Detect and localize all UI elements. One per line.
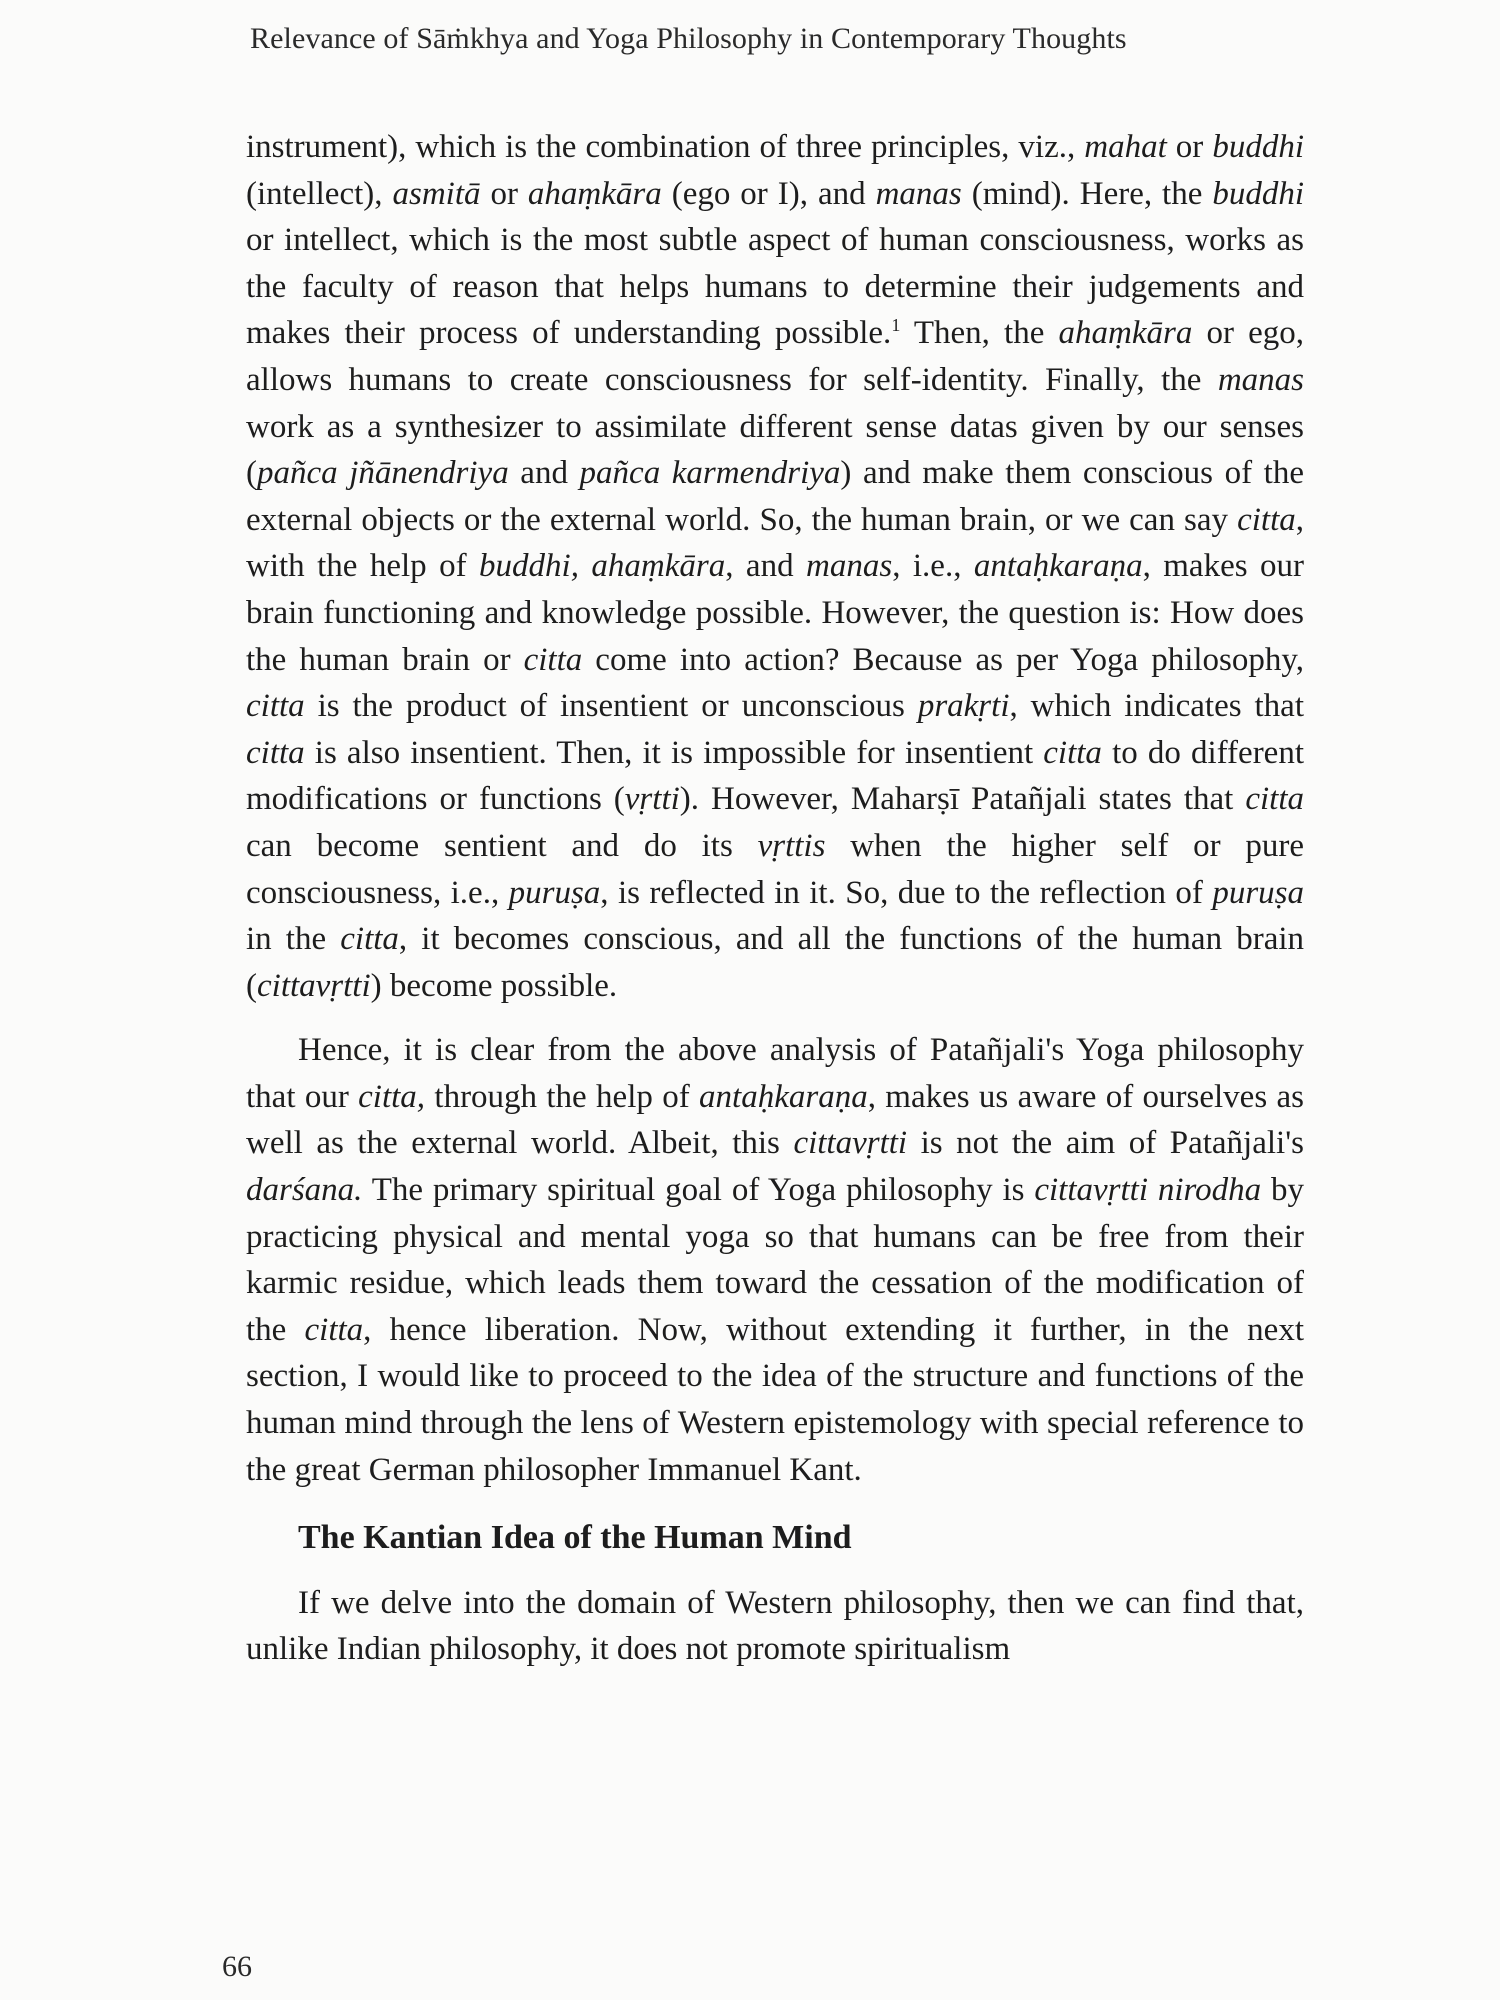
italic-term: antaḥkaraṇa (973, 548, 1143, 585)
italic-term: darśana. (246, 1172, 363, 1209)
body-text (246, 124, 1304, 1673)
italic-term: buddhi, ahaṃkāra (479, 548, 726, 585)
italic-term: citta (1245, 781, 1304, 818)
italic-term: puruṣa (508, 874, 601, 911)
text-run: , it becomes conscious, and all the functions of the human brain ( (246, 921, 1305, 1004)
text-run: and (508, 455, 580, 492)
text-run: is also insentient. Then, it is impossible for insentient (304, 734, 1044, 771)
italic-term: prakṛti (917, 688, 1010, 725)
italic-term: cittavṛtti nirodha (1034, 1172, 1262, 1209)
text-run: or ego, allows humans to create consciousness for self-identity. Finally, the (246, 315, 1304, 398)
italic-term: pañca karmendriya (579, 455, 841, 492)
text-run: , with the help of (246, 501, 1304, 585)
text-run: Hence, it is clear from the above analysis of Patañjali's Yoga philosophy that our (246, 1032, 1304, 1115)
italic-term: buddhi (1212, 129, 1304, 165)
text-run: is not the aim of Patañjali's (907, 1125, 1304, 1162)
text-run: in the (246, 921, 341, 958)
text-run: can become sentient and do its (246, 827, 758, 864)
italic-term: buddhi (1212, 175, 1305, 212)
page-number: 66 (222, 1950, 252, 1983)
italic-term: mahat (1084, 129, 1167, 165)
paragraph-1 (246, 124, 1304, 1009)
text-run: , is reflected in it. So, due to the reflection of (600, 874, 1213, 911)
text-run: , which indicates that (1009, 688, 1304, 725)
italic-term: vṛttis (757, 827, 826, 864)
text-run: or (1166, 129, 1213, 165)
italic-term: citta (523, 641, 583, 678)
text-run: , makes our brain functioning and knowledge possible. However, the question is: How does the human brain or (246, 548, 1304, 678)
text-run: is the product of insentient or unconscious (304, 688, 918, 725)
italic-term: cittavṛtti (257, 967, 371, 1004)
italic-term: citta (1043, 734, 1102, 771)
text-run: come into action? Because as per Yoga philosophy, (582, 641, 1304, 678)
text-run: , and (725, 548, 807, 585)
italic-term: manas (1217, 361, 1304, 398)
text-run: , i.e., (892, 548, 974, 585)
text-run: , hence liberation. Now, without extending it further, in the next section, I would like to proceed to the idea of the structure and functions of the human mind through the lens of Western epistemology with special reference to the great German philosopher Immanuel Kant. (246, 1311, 1305, 1488)
running-header: Relevance of Sāṁkhya and Yoga Philosophy in Contemporary Thoughts (250, 22, 1127, 55)
paragraph-3: If we delve into the domain of Western philosophy, then we can find that, unlike Indian philosophy, it does not promote spiritualism (246, 1584, 1304, 1668)
italic-term: manas (875, 175, 962, 212)
italic-term: citta (304, 1311, 364, 1348)
text-run: to do different modifications or functions ( (246, 734, 1304, 818)
italic-term: asmitā (392, 175, 481, 212)
italic-term: vṛtti (624, 781, 680, 818)
italic-term: citta (246, 734, 305, 771)
footnote-marker: 1 (891, 315, 901, 336)
italic-term: citta (1237, 501, 1296, 538)
text-run: The primary spiritual goal of Yoga philosophy is (362, 1172, 1035, 1209)
text-run: or (480, 175, 528, 212)
text-run: work as a synthesizer to assimilate different sense datas given by our senses ( (246, 408, 1304, 492)
text-run: when the higher self or pure consciousness, i.e., (246, 827, 1304, 911)
text-run: (intellect), (246, 175, 393, 212)
text-run: ) become possible. (370, 967, 618, 1004)
italic-term: ahaṃkāra (1058, 315, 1193, 352)
text-run: or intellect, which is the most subtle aspect of human consciousness, works as the faculty of reason that helps humans to determine their judgements and makes their process of understanding possible. (246, 222, 1304, 352)
italic-term: cittavṛtti (793, 1125, 908, 1162)
text-run: (mind). Here, the (961, 175, 1213, 212)
italic-term: manas (806, 548, 893, 585)
italic-term: citta, (358, 1078, 426, 1115)
paragraph-2 (246, 1027, 1304, 1493)
text-run: ) and make them conscious of the external objects or the external world. So, the human brain, or we can say (246, 455, 1304, 538)
text-run: , makes us aware of ourselves as well as the external world. Albeit, this (246, 1078, 1304, 1162)
italic-term: puruṣa (1212, 874, 1304, 911)
text-run: through the help of (425, 1078, 700, 1115)
text-run: (ego or I), and (661, 175, 876, 212)
text-run: Then, the (900, 315, 1059, 352)
italic-term: antaḥkaraṇa (699, 1078, 868, 1115)
text-run: ). However, Maharṣī Patañjali states that (679, 781, 1246, 818)
italic-term: ahaṃkāra (527, 175, 662, 212)
italic-term: pañca jñānendriya (257, 455, 509, 492)
text-run: instrument), which is the combination of three principles, viz., (246, 129, 1085, 165)
italic-term: citta (340, 921, 399, 958)
text-run: by practicing physical and mental yoga so that humans can be free from their karmic residue, which leads them toward the cessation of the modification of the (246, 1172, 1305, 1348)
section-heading: The Kantian Idea of the Human Mind (298, 1519, 852, 1557)
italic-term: citta (246, 688, 305, 725)
